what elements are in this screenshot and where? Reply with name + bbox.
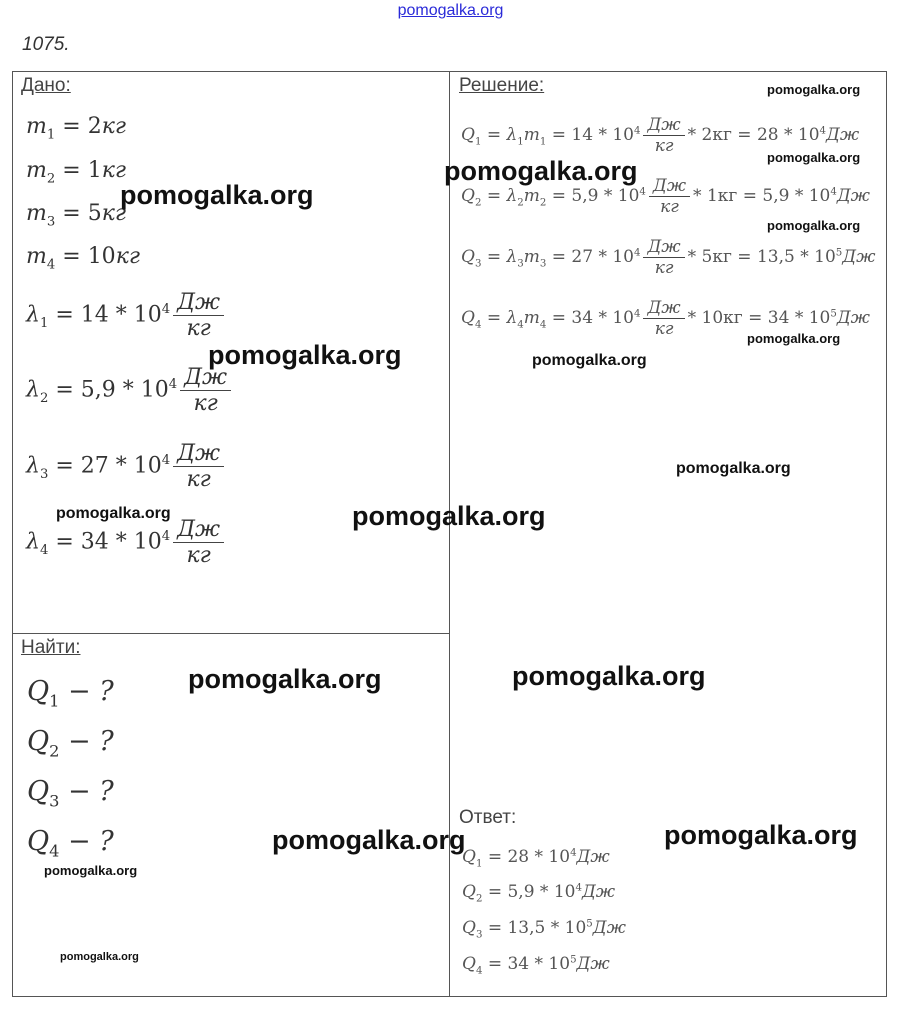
watermark: pomogalka.org [56, 505, 171, 522]
answer-line-1: $Q_1 = 28 * 10^4Дж$ [462, 847, 610, 870]
find-item-3: $Q_3$ − ? [27, 776, 114, 811]
watermark: pomogalka.org [208, 340, 402, 370]
answer-line-4: $Q_4 = 34 * 10^5Дж$ [462, 954, 610, 977]
solution-line-3: $Q_3 = \lambda_3m_3 = 27 * 10^4$ $\frac{Дж}{кг}$ * $5кг = 13,5 * 10^5Дж$ [461, 237, 876, 278]
watermark: pomogalka.org [767, 82, 861, 97]
solution-heading: Решение: [459, 75, 545, 96]
given-mass-3: $m_3 = 5кг$ [26, 201, 126, 230]
given-heat-1: $\lambda_1 = 14 * 10^4$ $\frac{Дж}{кг}$ [26, 290, 227, 341]
find-item-1: $Q_1$ − ? [27, 676, 114, 711]
watermark: pomogalka.org [747, 331, 841, 346]
solution-line-4: $Q_4 = \lambda_4m_4 = 34 * 10^4$ $\frac{Дж}{кг}$ * $10кг = 34 * 10^5Дж$ [461, 298, 870, 339]
watermark: pomogalka.org [512, 661, 706, 691]
find-item-4: $Q_4$ − ? [27, 826, 114, 861]
watermark: pomogalka.org [352, 501, 546, 531]
given-mass-2: $m_2 = 1кг$ [26, 158, 126, 187]
watermark: pomogalka.org [188, 664, 382, 694]
given-heading: Дано: [21, 75, 71, 96]
watermark: pomogalka.org [444, 156, 638, 186]
answer-heading: Ответ: [459, 807, 517, 828]
watermark: pomogalka.org [676, 460, 791, 477]
given-heat-4: $\lambda_4 = 34 * 10^4$ $\frac{Дж}{кг}$ [26, 517, 227, 568]
problem-number: 1075. [22, 34, 70, 55]
given-mass-1: $m_1 = 2кг$ [26, 114, 126, 143]
watermark: pomogalka.org [664, 820, 858, 850]
solution-line-2: $Q_2 = \lambda_2m_2 = 5,9 * 10^4$ $\frac{Дж}{кг}$ * $1кг = 5,9 * 10^4Дж$ [461, 176, 870, 217]
watermark: pomogalka.org [767, 150, 861, 165]
watermark: pomogalka.org [767, 218, 861, 233]
watermark: pomogalka.org [532, 352, 647, 369]
solution-line-1: $Q_1 = \lambda_1m_1 = 14 * 10^4$ $\frac{Дж}{кг}$ * $2кг = 28 * 10^4Дж$ [461, 115, 860, 156]
row-divider [12, 633, 450, 634]
site-link[interactable]: pomogalka.org [397, 2, 504, 19]
answer-line-2: $Q_2 = 5,9 * 10^4Дж$ [462, 882, 616, 905]
find-item-2: $Q_2$ − ? [27, 726, 114, 761]
column-divider [449, 71, 450, 997]
watermark: pomogalka.org [120, 180, 314, 210]
given-heat-2: $\lambda_2 = 5,9 * 10^4$ $\frac{Дж}{кг}$ [26, 365, 234, 416]
watermark: pomogalka.org [44, 863, 138, 878]
given-mass-4: $m_4 = 10кг$ [26, 244, 140, 273]
find-heading: Найти: [21, 637, 81, 658]
watermark: pomogalka.org [60, 951, 139, 963]
given-heat-3: $\lambda_3 = 27 * 10^4$ $\frac{Дж}{кг}$ [26, 441, 227, 492]
watermark: pomogalka.org [272, 825, 466, 855]
answer-line-3: $Q_3 = 13,5 * 10^5Дж$ [462, 918, 626, 941]
